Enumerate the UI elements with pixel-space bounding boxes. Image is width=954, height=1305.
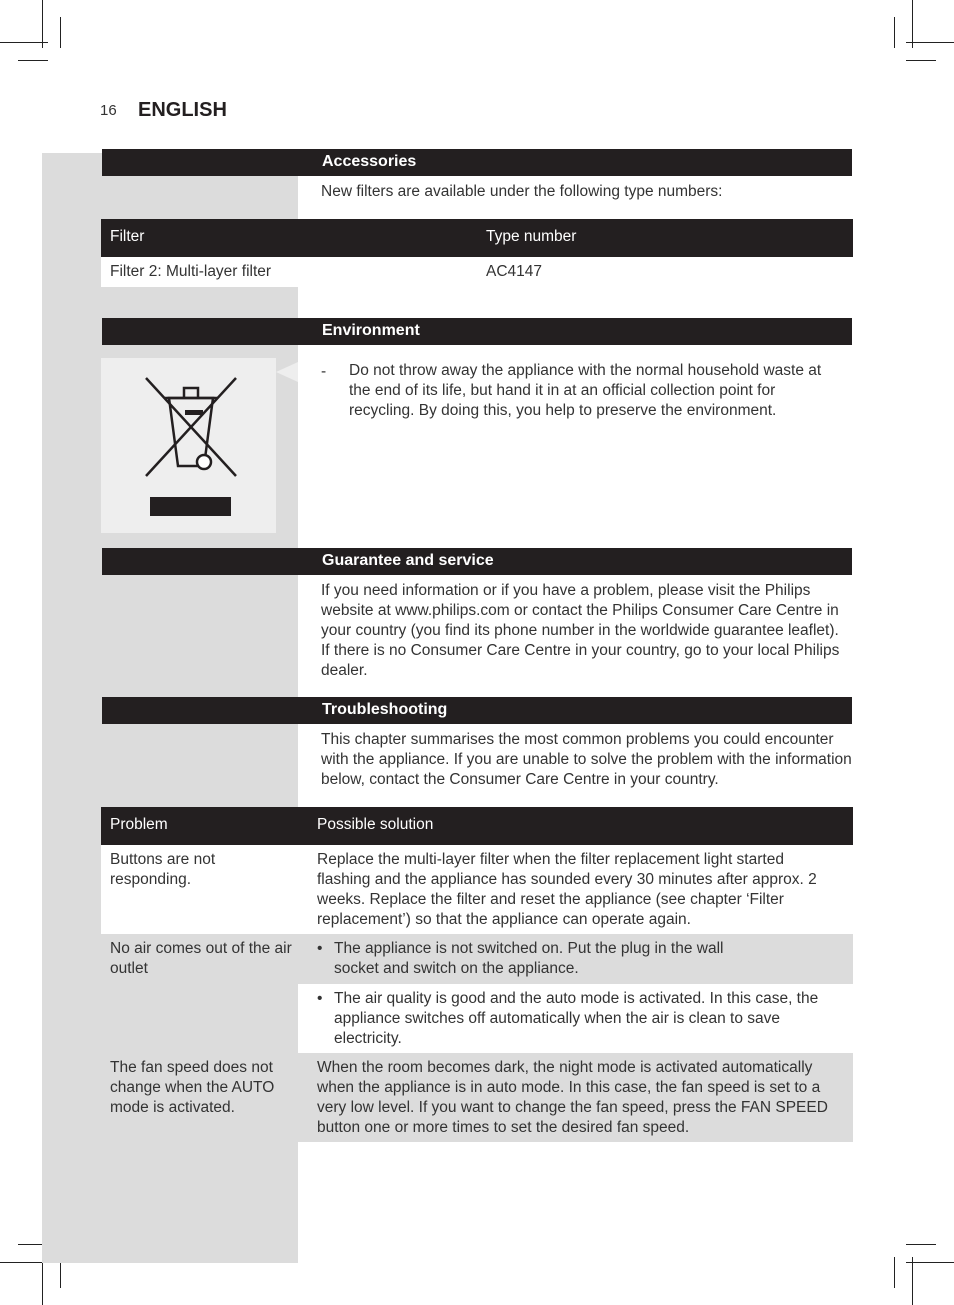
- section-title: Guarantee and service: [322, 552, 494, 569]
- solution-cell: Replace the multi-layer filter when the filter replacement light started flashing and the appliance has sounded every 30 minutes after approx. 2 weeks. Replace the filter and reset the appliance (see chapter ‘Filter replacement’) so that the appliance can operate again.: [317, 851, 817, 928]
- page-language-heading: ENGLISH: [138, 99, 227, 121]
- problem-cell: Buttons are not responding.: [110, 851, 216, 888]
- col-filter: Filter: [110, 228, 145, 245]
- list-dash: -: [321, 363, 327, 380]
- crop-mark: [906, 1262, 954, 1263]
- col-problem: Problem: [110, 816, 168, 833]
- col-possible-solution: Possible solution: [317, 816, 434, 833]
- crop-mark: [42, 1257, 43, 1305]
- solution-cell: When the room becomes dark, the night mode is activated automatically when the appliance is in auto mode. In this case, the fan speed is set to a very low level. If you want to change the fan speed, press the FAN SPEED button one or more times to set the desired fan speed.: [317, 1059, 828, 1136]
- filter-type-number: AC4147: [486, 263, 543, 280]
- section-title: Troubleshooting: [322, 701, 448, 718]
- section-bar-guarantee: [102, 548, 852, 575]
- accessories-intro: New filters are available under the following type numbers:: [321, 183, 723, 200]
- section-bar-environment: [102, 318, 852, 345]
- table-row: [101, 257, 853, 287]
- environment-text: Do not throw away the appliance with the normal household waste at the end of its life, but hand it in at an official collection point for recycling. By doing this, you help to preserve the environment.: [349, 362, 822, 419]
- table-row: [101, 1053, 853, 1142]
- crop-mark: [894, 17, 895, 48]
- troubleshooting-intro: This chapter summarises the most common problems you could encounter with the appliance. If you are unable to solve the problem with the information below, contact the Consumer Care Centre in your country.: [321, 731, 852, 788]
- crop-mark: [906, 1244, 936, 1245]
- problem-cell: No air comes out of the air outlet: [110, 940, 292, 977]
- section-bar-accessories: [102, 149, 852, 176]
- crop-mark: [18, 60, 48, 61]
- troubleshooting-table-header: [101, 807, 853, 845]
- filter-table-header: [101, 219, 853, 257]
- guarantee-text: If you need information or if you have a problem, please visit the Philips website at www.philips.com or contact the Philips Consumer Care Centre in your country (you find its phone number in the worldwide guarantee leaflet). If there is no Consumer Care Centre in your country, go to your local Philips dealer.: [321, 582, 840, 679]
- crop-mark: [912, 0, 913, 48]
- problem-cell: The fan speed does not change when the AUTO mode is activated.: [110, 1059, 275, 1116]
- bullet: •: [317, 940, 323, 957]
- crop-mark: [906, 42, 954, 43]
- crop-mark: [0, 42, 48, 43]
- col-type-number: Type number: [486, 228, 577, 245]
- solution-cell: The appliance is not switched on. Put the plug in the wall socket and switch on the appliance.: [334, 940, 724, 977]
- crop-mark: [60, 17, 61, 48]
- crop-mark: [0, 1262, 48, 1263]
- crop-mark: [906, 60, 936, 61]
- solution-cell: The air quality is good and the auto mode is activated. In this case, the appliance switches off automatically when the air is clean to save electricity.: [334, 990, 819, 1047]
- filter-name: Filter 2: Multi-layer filter: [110, 263, 272, 280]
- crop-mark: [42, 0, 43, 48]
- pointer-arrow-icon: [276, 362, 300, 382]
- weee-bin-figure: [101, 358, 276, 533]
- section-bar-troubleshooting: [102, 697, 852, 724]
- section-title: Accessories: [322, 153, 417, 170]
- table-row: [298, 984, 853, 1053]
- table-row: [101, 845, 853, 934]
- crossed-out-wheelie-bin-icon: [101, 358, 276, 533]
- page-number: 16: [100, 102, 117, 119]
- bullet: •: [317, 990, 323, 1007]
- section-title: Environment: [322, 322, 420, 339]
- crop-mark: [912, 1257, 913, 1305]
- crop-mark: [894, 1257, 895, 1288]
- table-row: [101, 934, 853, 984]
